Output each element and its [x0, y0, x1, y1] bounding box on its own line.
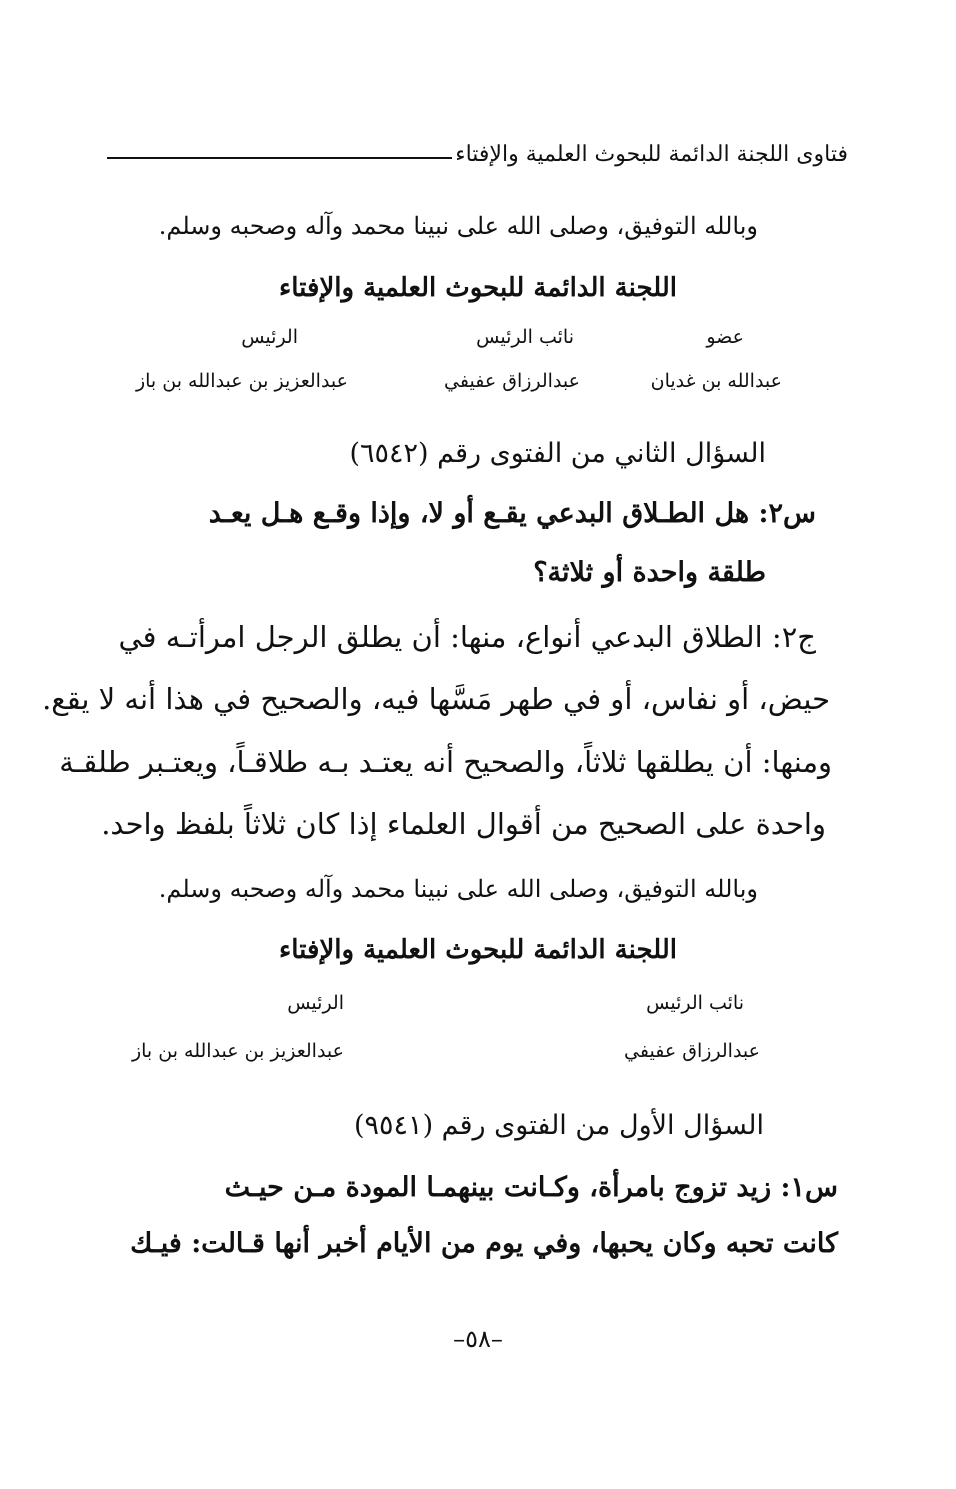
- question-line: طلقة واحدة أو ثلاثة؟: [533, 557, 766, 588]
- fatwa-heading: السؤال الأول من الفتوى رقم (٩٥٤١): [354, 1110, 764, 1141]
- committee-name: اللجنة الدائمة للبحوث العلمية والإفتاء: [279, 273, 677, 303]
- signatory-name: عبدالرزاق عفيفي: [624, 1040, 760, 1062]
- question-line: س٢: هل الطـلاق البدعي يقـع أو لا، وإذا وقـع هـل يعـد: [208, 498, 816, 529]
- answer-line: حيض، أو نفاس، أو في طهر مَسَّها فيه، والصحيح في هذا أنه لا يقع.: [42, 682, 830, 716]
- closing-line: وبالله التوفيق، وصلى الله على نبينا محمد وآله وصحبه وسلم.: [158, 875, 758, 903]
- signatory-name: عبدالعزيز بن عبدالله بن باز: [135, 370, 348, 392]
- question-line: كانت تحبه وكان يحبها، وفي يوم من الأيام أخبر أنها قـالت: فيـك: [130, 1228, 838, 1259]
- answer-line: واحدة على الصحيح من أقوال العلماء إذا كان ثلاثاً بلفظ واحد.: [101, 807, 826, 841]
- fatwa-heading: السؤال الثاني من الفتوى رقم (٦٥٤٢): [349, 438, 766, 469]
- signatory-role: نائب الرئيس: [646, 992, 744, 1014]
- signatory-role: نائب الرئيس: [476, 326, 574, 348]
- committee-name: اللجنة الدائمة للبحوث العلمية والإفتاء: [279, 935, 677, 965]
- signatory-name: عبدالله بن غديان: [650, 370, 782, 392]
- answer-line: ومنها: أن يطلقها ثلاثاً، والصحيح أنه يعتـد بـه طلاقـاً، ويعتـبر طلقـة: [59, 745, 832, 779]
- question-line: س١: زيد تزوج بامرأة، وكـانت بينهمـا المودة مـن حيـث: [224, 1172, 838, 1203]
- signatory-name: عبدالرزاق عفيفي: [444, 370, 580, 392]
- signatory-role: الرئيس: [287, 992, 344, 1014]
- signatory-role: الرئيس: [241, 326, 298, 348]
- closing-line: وبالله التوفيق، وصلى الله على نبينا محمد وآله وصحبه وسلم.: [158, 212, 758, 240]
- running-header-title: فتاوى اللجنة الدائمة للبحوث العلمية والإفتاء: [455, 142, 848, 167]
- answer-line: ج٢: الطلاق البدعي أنواع، منها: أن يطلق الرجل امرأتـه في: [118, 620, 816, 654]
- signatory-name: عبدالعزيز بن عبدالله بن باز: [131, 1040, 344, 1062]
- header-rule: [107, 157, 452, 159]
- page-number: –٥٨–: [453, 1325, 503, 1353]
- signatory-role: عضو: [706, 326, 744, 348]
